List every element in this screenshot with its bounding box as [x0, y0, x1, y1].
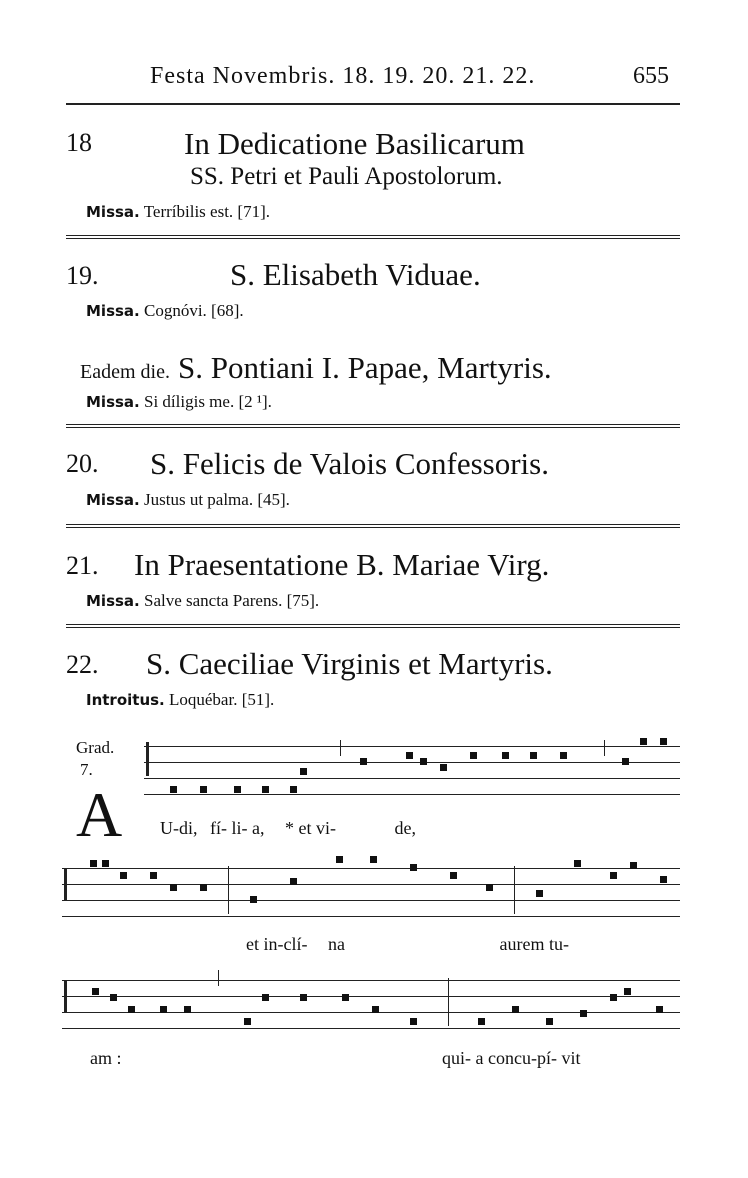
header-rule [66, 103, 680, 105]
eadem-title: S. Pontiani I. Papae, Martyris. [177, 350, 552, 385]
feast-20-missa [86, 490, 290, 510]
lyric-syllable: vit [561, 1048, 581, 1068]
section-rule [66, 424, 680, 428]
feast-22-introitus [86, 690, 274, 710]
feast-21-number: 21. [66, 551, 99, 580]
section-rule [66, 624, 680, 628]
lyric-syllable: fí- [210, 818, 227, 838]
running-title: Festa Novembris. 18. 19. 20. 21. 22. [150, 63, 536, 89]
section-rule [66, 524, 680, 528]
lyrics-line-3 [90, 1048, 580, 1069]
feast-21-title: In Praesentatione B. Mariae Virg. [134, 547, 550, 582]
lyric-syllable: tu- [548, 934, 569, 954]
section-rule [66, 235, 680, 239]
feast-18-subtitle: SS. Petri et Pauli Apostolorum. [190, 163, 503, 190]
missa-label: Missa. [86, 203, 140, 221]
eadem-label: Eadem die. [80, 361, 170, 383]
lyric-syllable: concu-pí- [488, 1048, 557, 1068]
eadem-die-line [80, 350, 552, 386]
feast-18-missa [86, 202, 270, 222]
lyric-syllable: li- [231, 818, 248, 838]
lyric-syllable: in-clí- [263, 934, 308, 954]
feast-19-number: 19. [66, 261, 99, 290]
lyric-syllable: de, [394, 818, 416, 838]
missa-label: Missa. [86, 592, 140, 610]
lyric-syllable: a, [252, 818, 265, 838]
chant-label: Grad. [76, 738, 115, 757]
lyrics-line-1 [160, 818, 416, 839]
lyric-asterisk: * [285, 818, 294, 838]
lyric-syllable: qui- [442, 1048, 471, 1068]
feast-18-title: In Dedicatione Basilicarum [184, 126, 525, 161]
missa-text: Justus ut palma. [45]. [144, 490, 290, 509]
lyric-syllable: a [475, 1048, 484, 1068]
feast-19-title: S. Elisabeth Viduae. [230, 257, 481, 292]
missa-text: Cognóvi. [68]. [144, 301, 244, 320]
lyric-syllable: et [246, 934, 259, 954]
feast-22-title: S. Caeciliae Virginis et Martyris. [146, 646, 553, 681]
missa-text: Salve sancta Parens. [75]. [144, 591, 320, 610]
lyric-syllable: am : [90, 1048, 122, 1068]
lyric-syllable: U-di, [160, 818, 198, 838]
missa-label: Missa. [86, 491, 140, 509]
missa-label: Missa. [86, 393, 140, 411]
lyric-syllable: aurem [499, 934, 545, 954]
introitus-text: Loquébar. [51]. [169, 690, 275, 709]
lyric-syllable: na [327, 934, 345, 954]
feast-21-missa [86, 591, 319, 611]
feast-20-number: 20. [66, 449, 99, 478]
feast-22-number: 22. [66, 650, 99, 679]
missa-text: Si díligis me. [2 ¹]. [144, 392, 272, 411]
missa-text: Terríbilis est. [71]. [143, 202, 270, 221]
feast-18-number: 18 [66, 128, 92, 157]
missa-label: Missa. [86, 302, 140, 320]
eadem-missa [86, 392, 272, 412]
feast-20-title: S. Felicis de Valois Confessoris. [150, 446, 549, 481]
lyric-syllable: vi- [316, 818, 336, 838]
lyrics-line-2 [246, 934, 569, 955]
feast-19-missa [86, 301, 244, 321]
chant-initial: A [76, 779, 123, 850]
introitus-label: Introitus. [86, 691, 165, 709]
chant-mode: 7. [80, 760, 93, 779]
lyric-syllable: et [298, 818, 312, 838]
page-number: 655 [633, 63, 669, 89]
